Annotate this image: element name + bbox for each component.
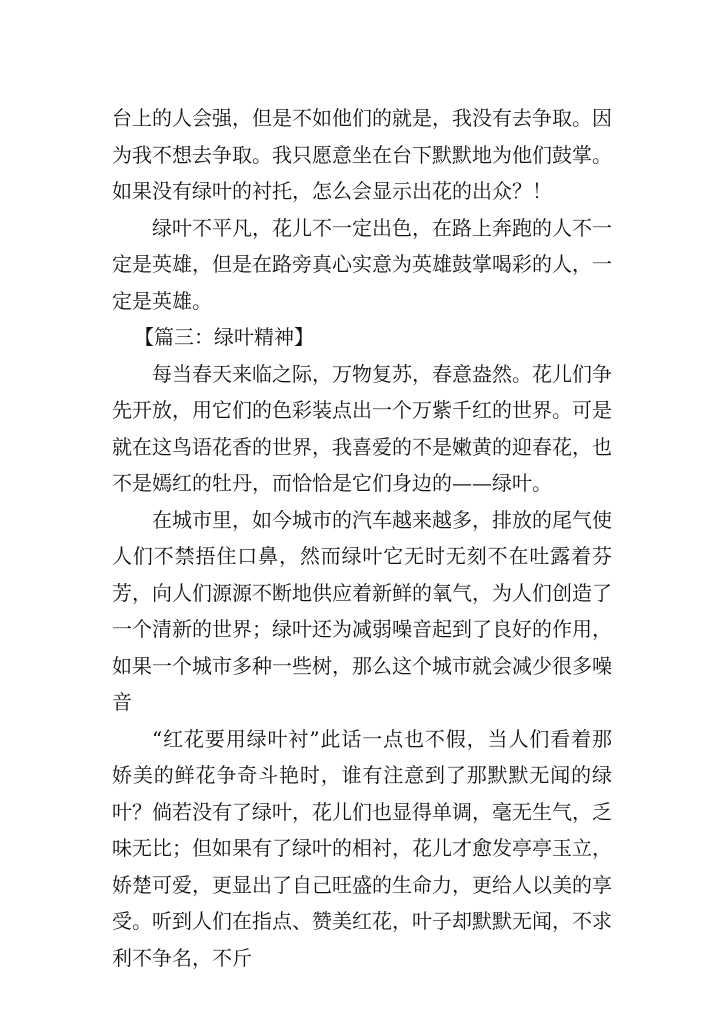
paragraph-continued: 台上的人会强，但是不如他们的就是，我没有去争取。因为我不想去争取。我只愿意坐在台下默默地为他们鼓掌。如果没有绿叶的衬托，怎么会显示出花的出众？！ xyxy=(112,106,612,203)
paragraph-spring: 每当春天来临之际，万物复苏，春意盎然。花儿们争先开放，用它们的色彩装点出一个万紫千红的世界。可是就在这鸟语花香的世界，我喜爱的不是嫩黄的迎春花，也不是嫣红的牡丹，而恰恰是它们身边的——绿叶。 xyxy=(112,361,612,495)
document-page xyxy=(112,100,612,976)
paragraph-green-leaf-not-ordinary: 绿叶不平凡，花儿不一定出色，在路上奔跑的人不一定是英雄，但是在路旁真心实意为英雄鼓掌喝彩的人，一定是英雄。 xyxy=(112,215,612,313)
section-heading: 【篇三：绿叶精神】 xyxy=(134,325,314,349)
paragraph-city: 在城市里，如今城市的汽车越来越多，排放的尾气使人们不禁捂住口鼻，然而绿叶它无时无刻不在吐露着芬芳，向人们源源不断地供应着新鲜的氧气，为人们创造了一个清新的世界；绿叶还为减弱噪音起到了良好的作用，如果一个城市多种一些树，那么这个城市就会减少很多噪音 xyxy=(112,507,612,714)
paragraph-red-flower: “红花要用绿叶衬”此话一点也不假，当人们看着那娇美的鲜花争奇斗艳时，谁有注意到了那默默无闻的绿叶？倘若没有了绿叶，花儿们也显得单调，毫无生气，乏味无比；但如果有了绿叶的相衬，花儿才愈发亭亭玉立，娇楚可爱，更显出了自己旺盛的生命力，更给人以美的享受。听到人们在指点、赞美红花，叶子却默默无闻，不求利不争名，不斤 xyxy=(112,726,612,970)
